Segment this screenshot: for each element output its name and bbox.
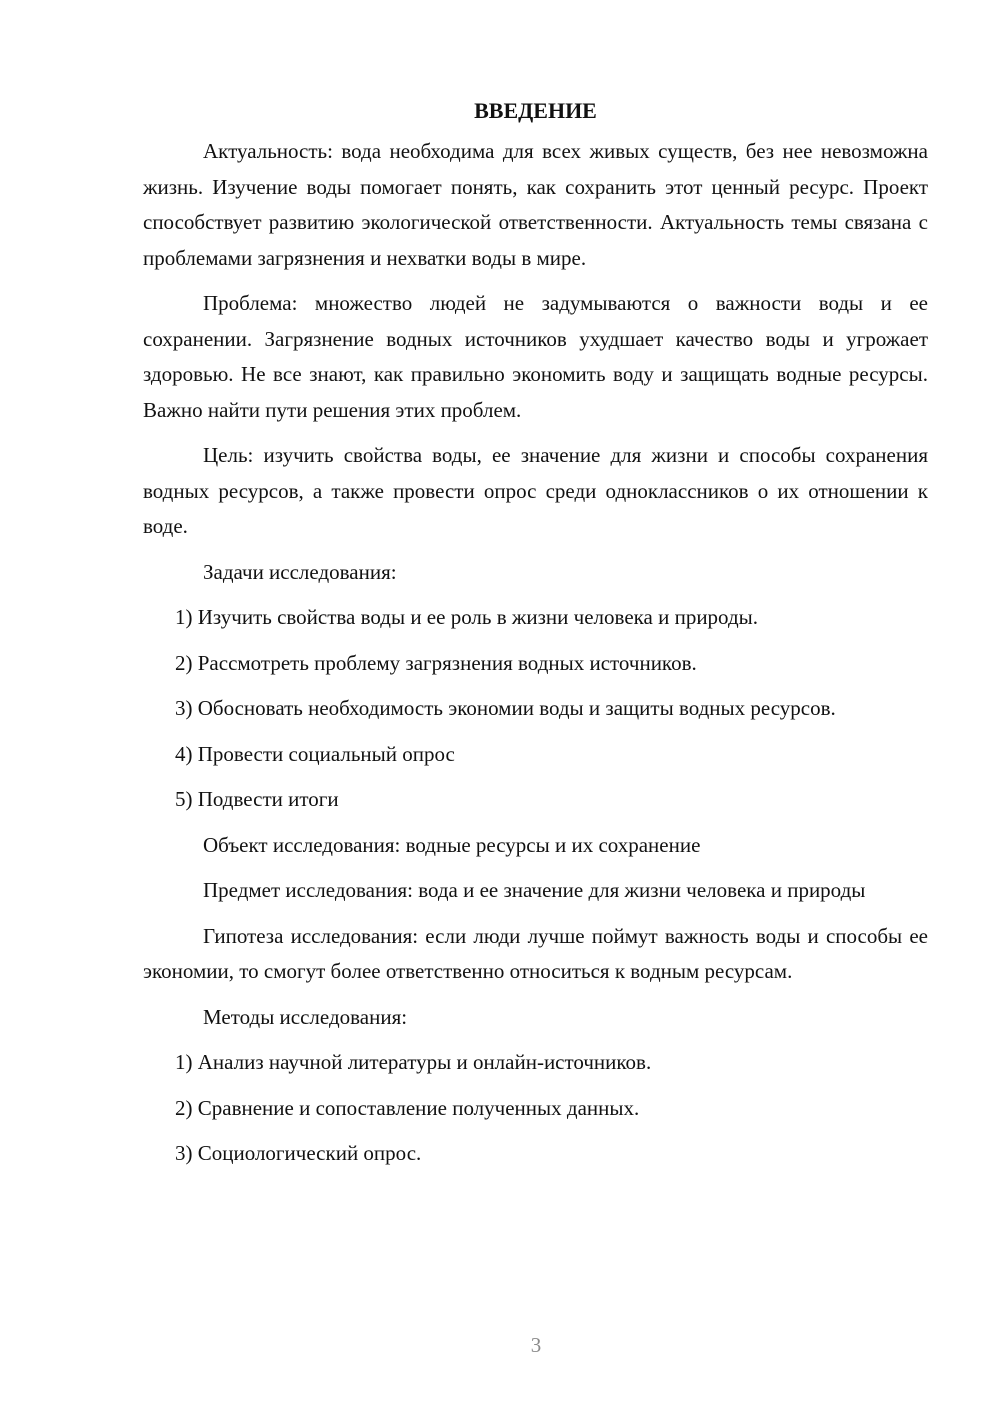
object-paragraph: Объект исследования: водные ресурсы и их сохранение bbox=[203, 832, 701, 857]
goal-paragraph: Цель: изучить свойства воды, ее значение для жизни и способы сохранения водных ресурсов, а также провести опрос среди одноклассников о их отношении к воде. bbox=[143, 443, 928, 538]
relevance-paragraph: Актуальность: вода необходима для всех живых существ, без нее невозможна жизнь. Изучение воды помогает понять, как сохранить этот ценный ресурс. Проект способствует развитию экологической ответственности. Актуальность темы связана с проблемами загрязнения и нехватки воды в мире. bbox=[143, 139, 928, 270]
page-title: ВВЕДЕНИЕ bbox=[474, 98, 597, 123]
hypothesis-paragraph: Гипотеза исследования: если люди лучше поймут важность воды и способы ее экономии, то смогут более ответственно относиться к водным ресурсам. bbox=[143, 923, 928, 983]
task-item-1: 1) Изучить свойства воды и ее роль в жизни человека и природы. bbox=[175, 605, 758, 629]
page-number: 3 bbox=[530, 1333, 542, 1357]
subject-paragraph: Предмет исследования: вода и ее значение для жизни человека и природы bbox=[203, 878, 866, 902]
methods-heading: Методы исследования: bbox=[203, 1004, 408, 1029]
task-item-4: 4) Провести социальный опрос bbox=[175, 741, 455, 766]
task-item-2: 2) Рассмотреть проблему загрязнения водных источников. bbox=[175, 650, 697, 675]
tasks-heading: Задачи исследования: bbox=[203, 559, 397, 584]
problem-paragraph: Проблема: множество людей не задумываются о важности воды и ее сохранении. Загрязнение водных источников ухудшает качество воды и угрожает здоровью. Не все знают, как правильно экономить воду и защищать водные ресурсы. Важно найти пути решения этих проблем. bbox=[143, 291, 928, 422]
task-item-5: 5) Подвести итоги bbox=[175, 787, 339, 811]
method-item-3: 3) Социологический опрос. bbox=[175, 1141, 422, 1165]
task-item-3: 3) Обосновать необходимость экономии воды и защиты водных ресурсов. bbox=[175, 696, 836, 720]
method-item-1: 1) Анализ научной литературы и онлайн-источников. bbox=[175, 1050, 652, 1074]
method-item-2: 2) Сравнение и сопоставление полученных данных. bbox=[175, 1095, 640, 1120]
document-page bbox=[143, 94, 928, 1182]
